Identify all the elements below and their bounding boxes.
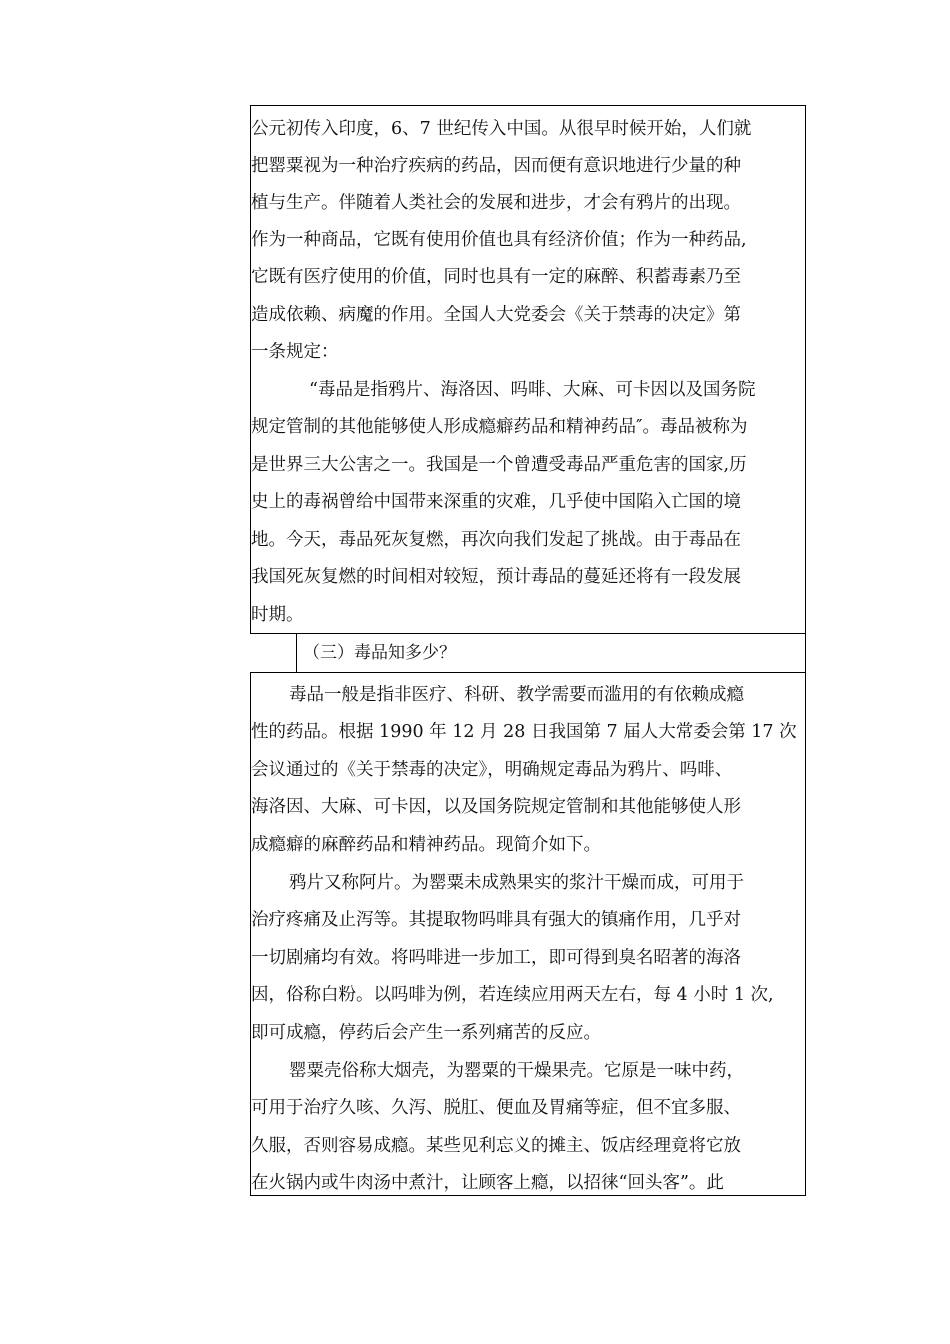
text-line: 罂粟壳俗称大烟壳，为罂粟的干燥果壳。它原是一味中药，	[289, 1061, 744, 1081]
text-line: 因，俗称白粉。以吗啡为例，若连续应用两天左右，每 4 小时 1 次,	[251, 985, 774, 1005]
text-line: 治疗疼痛及止泻等。其提取物吗啡具有强大的镇痛作用，几乎对	[251, 910, 741, 930]
text-line: 一条规定：	[251, 342, 339, 362]
text-line: 在火锅内或牛肉汤中煮汁，让顾客上瘾，以招徕“回头客”。此	[251, 1173, 724, 1193]
text-block-history	[250, 105, 806, 634]
text-block-drug-types	[250, 672, 806, 1196]
text-line: 一切剧痛均有效。将吗啡进一步加工，即可得到臭名昭著的海洛	[251, 948, 741, 968]
text-line: 它既有医疗使用的价值，同时也具有一定的麻醉、积蓄毒素乃至	[251, 267, 741, 287]
text-line: 造成依赖、病魔的作用。全国人大党委会《关于禁毒的决定》第	[251, 305, 741, 325]
text-line: 鸦片又称阿片。为罂粟未成熟果实的浆汁干燥而成，可用于	[289, 873, 744, 893]
text-line: 久服，否则容易成瘾。某些见利忘义的摊主、饭店经理竟将它放	[251, 1136, 741, 1156]
text-line: 公元初传入印度，6、7 世纪传入中国。从很早时候开始，人们就	[251, 119, 752, 139]
text-line: “毒品是指鸦片、海洛因、吗啡、大麻、可卡因以及国务院	[309, 380, 756, 400]
text-line: 毒品一般是指非医疗、科研、教学需要而滥用的有依赖成瘾	[289, 685, 744, 705]
text-line: 植与生产。伴随着人类社会的发展和进步，才会有鸦片的出现。	[251, 193, 741, 213]
text-line: 规定管制的其他能够使人形成瘾癖药品和精神药品″。毒品被称为	[251, 417, 748, 437]
text-line: 史上的毒祸曾给中国带来深重的灾难，几乎使中国陷入亡国的境	[251, 492, 741, 512]
text-line: 会议通过的《关于禁毒的决定》，明确规定毒品为鸦片、吗啡、	[251, 760, 733, 780]
text-line: 可用于治疗久咳、久泻、脱肛、便血及胃痛等症，但不宜多服、	[251, 1098, 741, 1118]
text-line: 成瘾癖的麻醉药品和精神药品。现简介如下。	[251, 835, 601, 855]
text-line: 即可成瘾，停药后会产生一系列痛苦的反应。	[251, 1023, 601, 1043]
text-line: 作为一种商品，它既有使用价值也具有经济价值；作为一种药品,	[251, 230, 747, 250]
section-heading-box	[296, 633, 806, 673]
section-heading: （三）毒品知多少？	[303, 643, 456, 663]
text-line: 时期。	[251, 605, 304, 625]
text-line: 是世界三大公害之一。我国是一个曾遭受毒品严重危害的国家,历	[251, 455, 747, 475]
text-line: 我国死灰复燃的时间相对较短，预计毒品的蔓延还将有一段发展	[251, 567, 741, 587]
text-line: 把罂粟视为一种治疗疾病的药品，因而便有意识地进行少量的种	[251, 156, 741, 176]
text-line: 性的药品。根据 1990 年 12 月 28 日我国第 7 届人大常委会第 17 次	[251, 722, 797, 742]
text-line: 地。今天，毒品死灰复燃，再次向我们发起了挑战。由于毒品在	[251, 530, 741, 550]
text-line: 海洛因、大麻、可卡因，以及国务院规定管制和其他能够使人形	[251, 797, 741, 817]
